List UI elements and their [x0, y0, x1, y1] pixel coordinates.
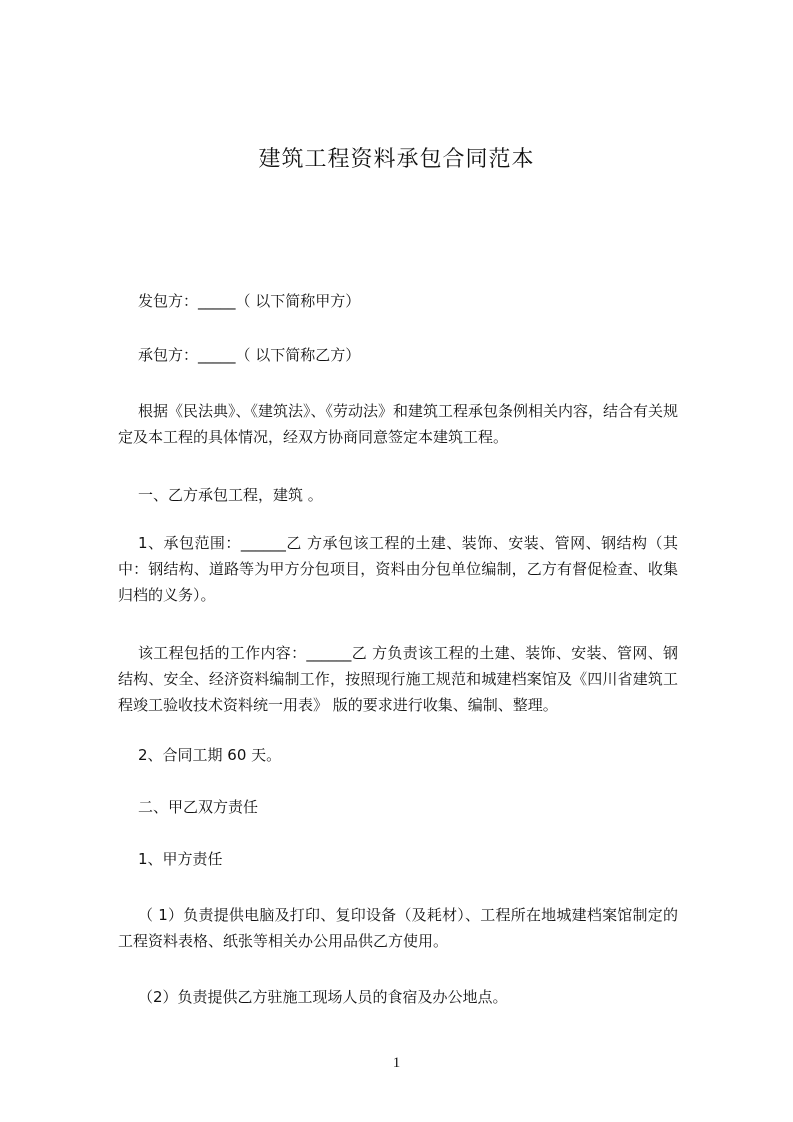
page-number: 1 [392, 1055, 401, 1071]
paragraph-contractor: 承包方：_____（ 以下简称乙方） [138, 346, 361, 364]
paragraph-basis: 根据《民法典》、《建筑法》、《劳动法》和建筑工程承包条例相关内容，结合有关规定及本工程的具体情况，经双方协商同意签定本建筑工程。 [118, 402, 679, 446]
paragraph-employer: 发包方：_____（ 以下简称甲方） [138, 292, 361, 310]
section-heading-1: 一、乙方承包工程，建筑 。 [138, 486, 323, 504]
subheading-party-a: 1、甲方责任 [138, 850, 223, 868]
section-heading-2: 二、甲乙双方责任 [138, 798, 259, 816]
paragraph-item-1: （ 1）负责提供电脑及打印、复印设备（及耗材）、工程所在地城建档案馆制定的工程资料表格、纸张等相关办公用品供乙方使用。 [118, 906, 678, 950]
paragraph-item-2: （2）负责提供乙方驻施工现场人员的食宿及办公地点。 [138, 988, 508, 1006]
document-title: 建筑工程资料承包合同范本 [258, 147, 535, 172]
paragraph-duration: 2、合同工期 60 天。 [138, 746, 282, 764]
paragraph-scope: 1、承包范围：______乙 方承包该工程的土建、装饰、安装、管网、钢结构（其中：钢结构、道路等为甲方分包项目，资料由分包单位编制，乙方有督促检查、收集归档的义务）。 [118, 534, 678, 604]
paragraph-work-content: 该工程包括的工作内容：______乙 方负责该工程的土建、装饰、安装、管网、钢结构、安全、经济资料编制工作，按照现行施工规范和城建档案馆及《四川省建筑工程竣工验收技术资料统一用表》 版的要求进行收集、编制、整理。 [118, 644, 678, 714]
